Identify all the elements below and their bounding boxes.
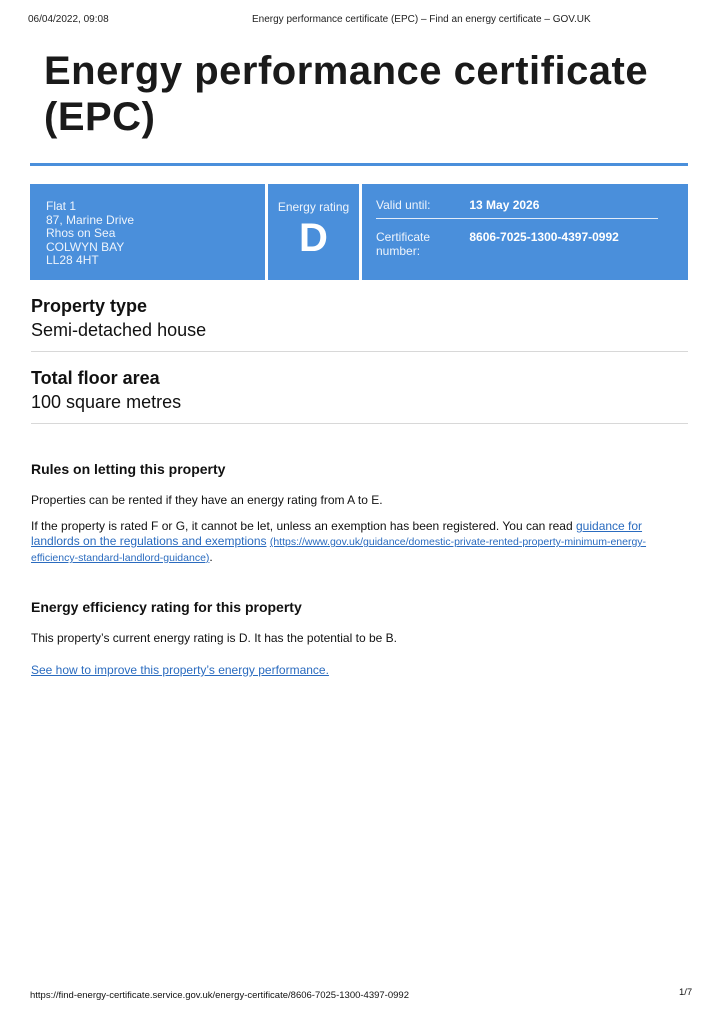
print-footer-url: https://find-energy-certificate.service.gov.uk/energy-certificate/8606-7025-1300-4397-0992 xyxy=(30,990,409,1001)
title-divider xyxy=(30,163,688,166)
section-divider xyxy=(31,423,688,424)
energy-rating-label: Energy rating xyxy=(277,200,350,214)
improve-performance-link[interactable]: See how to improve this property’s energy performance. xyxy=(31,663,329,677)
page-title-line2: (EPC) xyxy=(44,95,156,139)
certificate-number-value: 8606-7025-1300-4397-0992 xyxy=(469,230,619,244)
print-page-title: Energy performance certificate (EPC) – Find an energy certificate – GOV.UK xyxy=(252,14,591,25)
address-line: Rhos on Sea xyxy=(46,226,116,240)
meta-divider xyxy=(376,218,658,219)
letting-heading: Rules on letting this property xyxy=(31,461,226,477)
floor-area-heading: Total floor area xyxy=(31,368,160,388)
energy-rating-value: D xyxy=(299,216,328,260)
address-line: 87, Marine Drive xyxy=(46,212,135,227)
address-line: COLWYN BAY xyxy=(46,239,125,254)
certificate-number-label: Certificate number: xyxy=(376,230,431,258)
landlord-guidance-url[interactable]: (https://www.gov.uk/guidance/domestic-private-rented-property-minimum-energy-efficiency-standard-landlord-guidance) xyxy=(31,536,647,564)
letting-paragraph-2 xyxy=(31,519,691,566)
certificate-meta-panel xyxy=(362,184,688,280)
valid-until-value: 13 May 2026 xyxy=(469,198,540,212)
print-page-number: 1/7 xyxy=(679,987,693,998)
valid-until-label: Valid until: xyxy=(376,198,431,212)
page-title-line1: Energy performance certificate xyxy=(44,49,649,93)
page-title xyxy=(44,48,684,140)
address-panel xyxy=(30,184,265,280)
property-type-value: Semi-detached house xyxy=(31,320,207,340)
property-type-heading: Property type xyxy=(31,296,148,316)
letting-text-end: . xyxy=(209,550,213,564)
print-datetime: 06/04/2022, 09:08 xyxy=(28,14,109,25)
floor-area-value: 100 square metres xyxy=(31,392,182,412)
landlord-guidance-link[interactable]: guidance for landlords on the regulations and exemptions xyxy=(31,519,643,548)
energy-rating-panel xyxy=(268,184,359,280)
address-line: LL28 4HT xyxy=(46,253,99,267)
letting-paragraph-1: Properties can be rented if they have an energy rating from A to E. xyxy=(31,493,383,507)
efficiency-heading: Energy efficiency rating for this property xyxy=(31,599,302,615)
letting-text: If the property is rated F or G, it cannot be let, unless an exemption has been registered. You can read xyxy=(31,519,576,533)
efficiency-paragraph: This property’s current energy rating is D. It has the potential to be B. xyxy=(31,631,397,645)
address-line: Flat 1 xyxy=(46,199,77,213)
section-divider xyxy=(31,351,688,352)
